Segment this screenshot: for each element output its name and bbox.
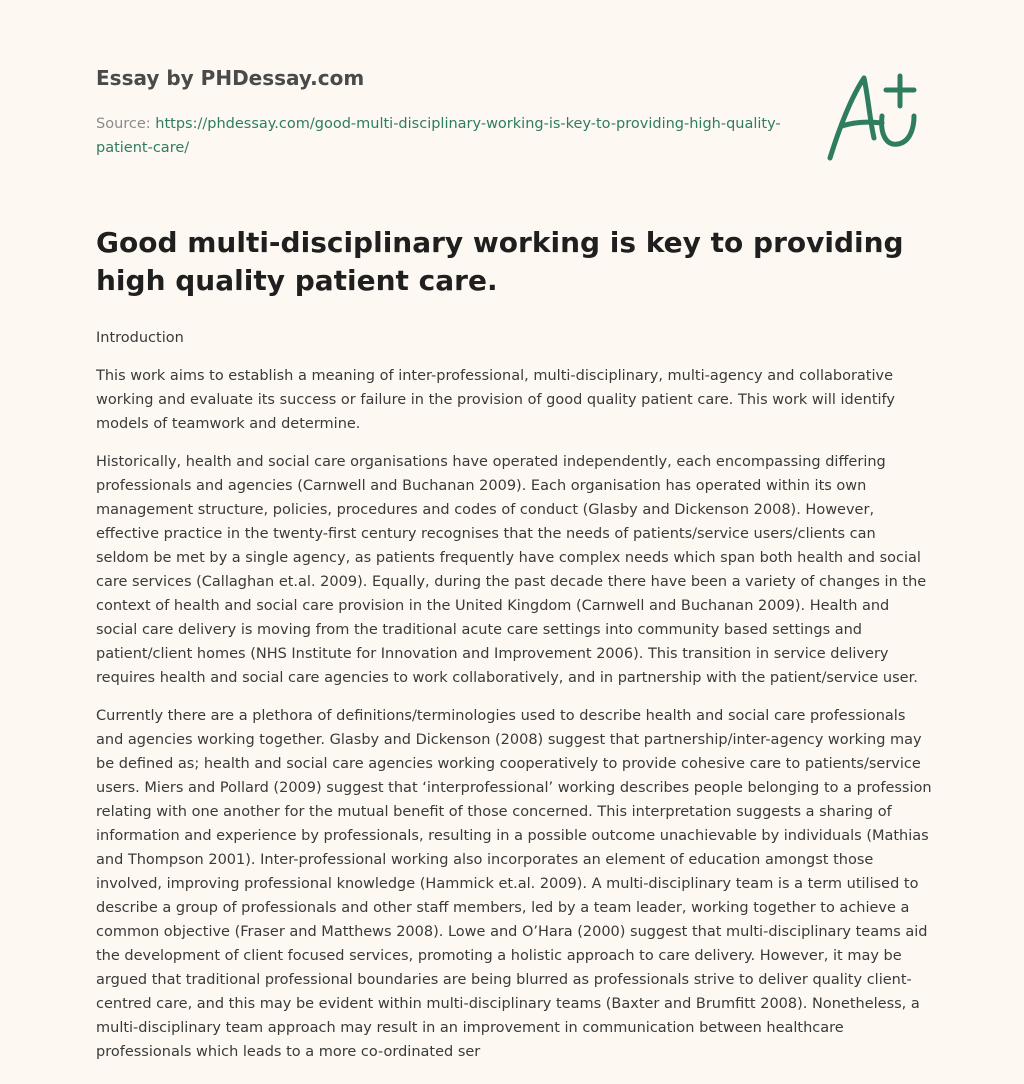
paragraph: Currently there are a plethora of definitions/terminologies used to describe health and social care professionals and agencies working together. Glasby and Dickenson (2008) suggest that partnership/inter-agency working may be defined as; health and social care agencies working cooperatively to provide cohesive care to patients/service users. Miers and Pollard (2009) suggest that ‘interprofessional’ working describes people belonging to a profession relating with one another for the mutual benefit of those concerned. This interpretation suggests a sharing of information and experience by professionals, resulting in a possible outcome unachievable by individuals (Mathias and Thompson 2001). Inter-professional working also incorporates an element of education amongst those involved, improving professional knowledge (Hammick et.al. 2009). A multi-disciplinary team is a term utilised to describe a group of professionals and other staff members, led by a team leader, working together to achieve a common objective (Fraser and Matthews 2008). Lowe and O’Hara (2000) suggest that multi-disciplinary teams aid the development of client focused services, promoting a holistic approach to care delivery. However, it may be argued that traditional professional boundaries are being blurred as professionals strive to deliver quality client-centred care, and this may be evident within multi-disciplinary teams (Baxter and Brumfitt 2008). Nonetheless, a multi-disciplinary team approach may result in an improvement in communication between healthcare professionals which leads to a more co-ordinated ser [96, 708, 932, 1060]
essay-header [96, 66, 796, 160]
article-body [96, 326, 932, 1078]
source-line [96, 112, 796, 160]
a-plus-logo-icon [820, 66, 930, 166]
source-link[interactable]: https://phdessay.com/good-multi-disciplinary-working-is-key-to-providing-high-quality-patient-care/ [96, 116, 781, 156]
source-label: Source: [96, 116, 151, 132]
paragraph: This work aims to establish a meaning of inter-professional, multi-disciplinary, multi-agency and collaborative working and evaluate its success or failure in the provision of good quality patient care. This work will identify models of teamwork and determine. [96, 368, 895, 432]
paragraph: Historically, health and social care organisations have operated independently, each encompassing differing professionals and agencies (Carnwell and Buchanan 2009). Each organisation has operated within its own management structure, policies, procedures and codes of conduct (Glasby and Dickenson 2008). However, effective practice in the twenty-first century recognises that the needs of patients/service users/clients can seldom be met by a single agency, as patients frequently have complex needs which span both health and social care services (Callaghan et.al. 2009). Equally, during the past decade there have been a variety of changes in the context of health and social care provision in the United Kingdom (Carnwell and Buchanan 2009). Health and social care delivery is moving from the traditional acute care settings into community based settings and patient/client homes (NHS Institute for Innovation and Improvement 2006). This transition in service delivery requires health and social care agencies to work collaboratively, and in partnership with the patient/service user. [96, 454, 927, 686]
site-brand: Essay by PHDessay.com [96, 66, 365, 90]
article-title: Good multi-disciplinary working is key to providing high quality patient care. [96, 226, 904, 297]
paragraph-intro-heading: Introduction [96, 330, 184, 346]
